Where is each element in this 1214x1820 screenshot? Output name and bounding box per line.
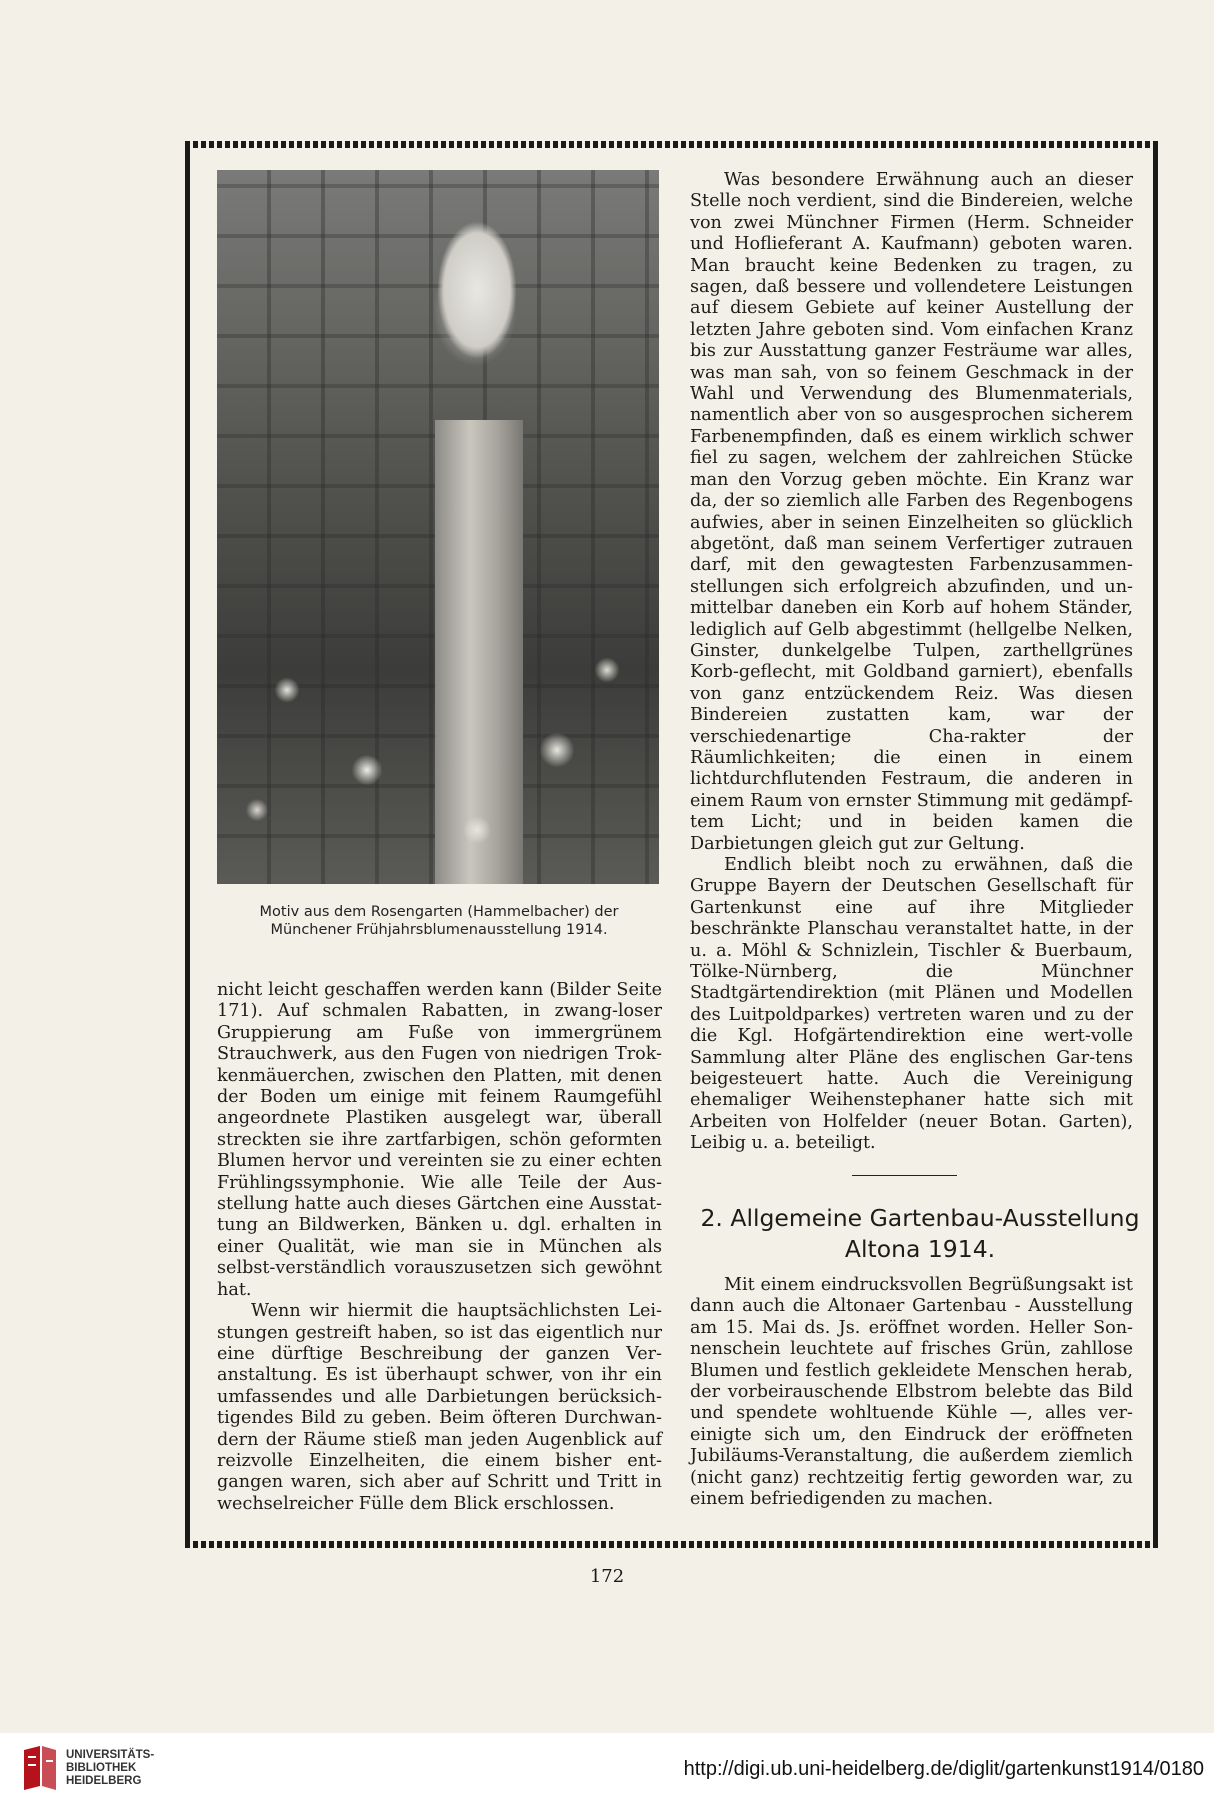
section-heading <box>700 1203 1140 1265</box>
section-divider <box>852 1175 957 1176</box>
library-name-line-3: HEIDELBERG <box>66 1775 142 1787</box>
heading-line-2: Altona 1914. <box>844 1235 996 1263</box>
left-column <box>217 980 662 1515</box>
cockatoo-sculpture-shape <box>417 190 537 390</box>
rose-bushes-shape <box>217 570 659 884</box>
right-paragraph-1: Was besondere Erwähnung auch an dieser Stelle noch verdient, sind die Bindereien, welche von zwei Münchner Firmen (Herm. Schneider und Hoflieferant A. Kaufmann) geboten waren. Man braucht keine Bedenken zu tragen, zu sagen, daß bessere und vollendetere Leistungen auf diesem Gebiete auf keiner Austellung der letzten Jahre geboten sind. Vom einfachen Kranz bis zur Ausstattung ganzer Festräume war alles, was man sah, von so feinem Geschmack in der Wahl und Verwendung des Blumenmaterials, namentlich aber von so ausgesprochen sicherem Farbenempfinden, daß es einem wirklich schwer fiel zu sagen, welchem der zahlreichen Stücke man den Vorzug geben möchte. Ein Kranz war da, der so ziemlich alle Farben des Regenbogens aufwies, aber in seinen Einzelheiten so glücklich abgetönt, daß man seinem Verfertiger zutrauen darf, mit den gewagtesten Farbenzusammen-stellungen sich erfolgreich abzufinden, und un-mittelbar daneben ein Korb auf hohem Ständer, lediglich auf Gelb abgestimmt (hellgelbe Nelken, Ginster, dunkelgelbe Tulpen, zarthellgrünes Korb-geflecht, mit Goldband garniert), ebenfalls von ganz entzückendem Reiz. Was diesen Bindereien zustatten kam, war der verschiedenartige Cha-rakter der Räumlichkeiten; die einen in einem lichtdurchflutenden Festraum, die anderen in einem Raum von ernster Stimmung mit gedämpf-tem Licht; und in beiden kamen die Darbietungen gleich gut zur Geltung. <box>690 170 1133 854</box>
garden-photo <box>217 170 659 884</box>
source-url-link[interactable]: http://digi.ub.uni-heidelberg.de/diglit/gartenkunst1914/0180 <box>683 1758 1204 1780</box>
heading-line-1: 2. Allgemeine Gartenbau-Ausstellung <box>700 1204 1140 1232</box>
right-paragraph-2: Endlich bleibt noch zu erwähnen, daß die Gruppe Bayern der Deutschen Gesellschaft für Gartenkunst eine auf ihre Mitglieder beschränkte Planschau veranstaltet hatte, in der u. a. Möhl & Schnizlein, Tischler & Buerbaum, Tölke-Nürnberg, die Münchner Stadtgärtendirektion (mit Plänen und Modellen des Luitpoldparkes) vertreten waren und zu der die Kgl. Hofgärtendirektion eine wert-volle Sammlung alter Pläne des englischen Gar-tens beigesteuert hatte. Auch die Vereinigung ehemaliger Weihenstephaner hatte sich mit Arbeiten von Holfelder (neuer Botan. Garten), Leibig u. a. beteiligt. <box>690 855 1133 1154</box>
right-column-continued <box>690 1275 1133 1510</box>
university-library-logo-icon <box>22 1746 58 1790</box>
library-name <box>66 1749 154 1788</box>
caption-line-2: Münchener Frühjahrsblumenausstellung 1914. <box>270 922 608 938</box>
right-column <box>690 170 1133 1155</box>
library-name-line-2: BIBLIOTHEK <box>66 1762 137 1774</box>
caption-line-1: Motiv aus dem Rosengarten (Hammelbacher) der <box>259 904 619 920</box>
library-name-line-1: UNIVERSITÄTS- <box>66 1749 155 1761</box>
page-number: 172 <box>589 1566 625 1587</box>
photo-caption <box>213 903 665 939</box>
left-paragraph-1: nicht leicht geschaffen werden kann (Bilder Seite 171). Auf schmalen Rabatten, in zwang-loser Gruppierung am Fuße von immergrünem Strauchwerk, aus den Fugen von niedrigen Trok-kenmäuerchen, zwischen den Platten, mit denen der Boden um einige mit feinem Raumgefühl angeordnete Plastiken ausgelegt war, überall streckten sie ihre zartfarbigen, schön geformten Blumen hervor und vereinten sie zu einer echten Frühlingssymphonie. Wie alle Teile der Aus-stellung hatte auch dieses Gärtchen eine Ausstat-tung an Bildwerken, Bänken u. dgl. erhalten in einer Qualität, wie man sie in München als selbst-verständlich vorauszusetzen sich gewöhnt hat. <box>217 980 662 1300</box>
right-paragraph-3: Mit einem eindrucksvollen Begrüßungsakt ist dann auch die Altonaer Gartenbau - Ausstellung am 15. Mai ds. Js. eröffnet worden. Heller Son-nenschein leuchtete auf frisches Grün, zahllose Blumen und festlich gekleidete Menschen herab, der vorbeirauschende Elbstrom belebte das Bild und spendete wohltuende Kühle —, alles ver-einigte sich um, den Eindruck der eröffneten Jubiläums-Veranstaltung, die außerdem ziemlich (nicht ganz) rechtzeitig fertig geworden war, zu einem befriedigenden zu machen. <box>690 1275 1133 1510</box>
left-paragraph-2: Wenn wir hiermit die hauptsächlichsten Lei-stungen gestreift haben, so ist das eigentlich nur eine dürftige Beschreibung der ganzen Ver-anstaltung. Es ist überhaupt schwer, von ihr ein umfassendes und alle Darbietungen berücksich-tigendes Bild zu geben. Beim öfteren Durchwan-dern der Räume stieß man jeden Augenblick auf reizvolle Einzelheiten, die einem bisher ent-gangen waren, sich aber auf Schritt und Tritt in wechselreicher Fülle dem Blick erschlossen. <box>217 1301 662 1514</box>
